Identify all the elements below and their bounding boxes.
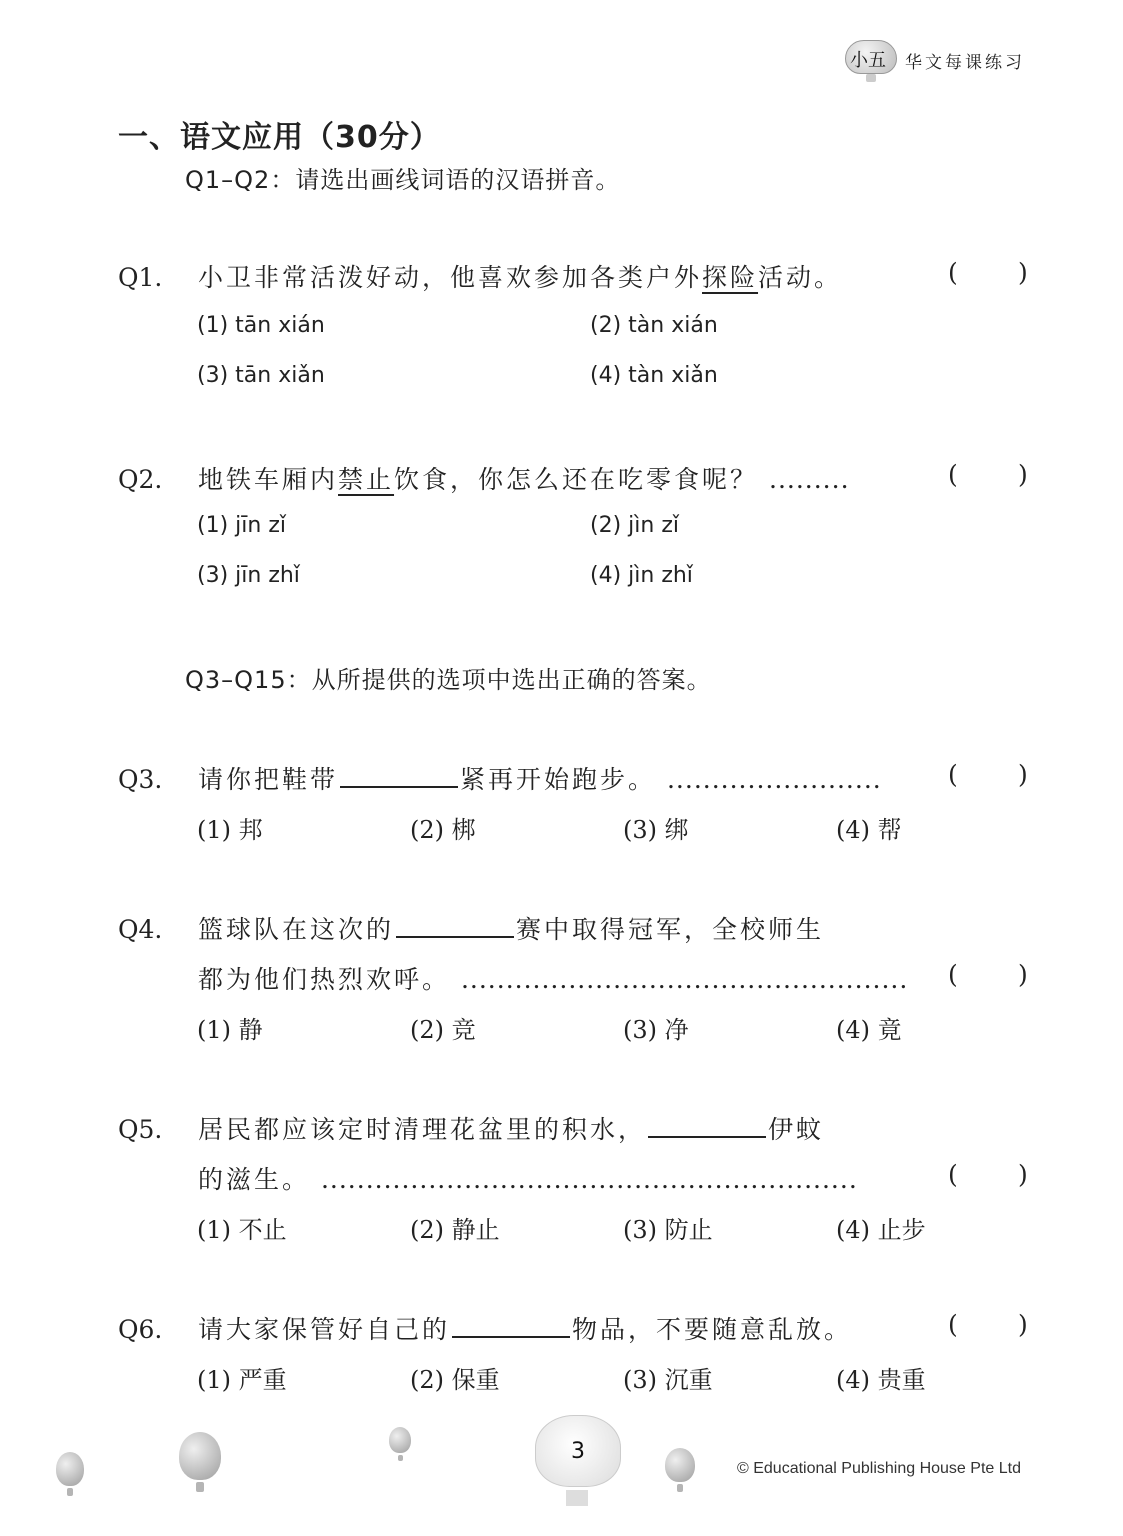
answer-paren-open: ( xyxy=(948,960,958,989)
answer-paren-close: ) xyxy=(1018,258,1028,287)
underlined-word: 禁止 xyxy=(338,465,395,494)
option[interactable]: (2) jìn zǐ xyxy=(590,513,679,538)
option[interactable]: (2) 竞 xyxy=(410,1016,476,1044)
book-title: 华文每课练习 xyxy=(905,52,1025,73)
question-q4-line2: 都为他们热烈欢呼。 .................................................. xyxy=(198,965,909,994)
option[interactable]: (4) tàn xiǎn xyxy=(590,363,718,388)
section-title: 一、语文应用（30分） xyxy=(118,120,441,155)
option[interactable]: (4) 竟 xyxy=(836,1016,902,1044)
question-q3: Q3. 请你把鞋带 紧再开始跑步。 ........................ xyxy=(118,765,882,794)
balloon-icon xyxy=(179,1432,221,1492)
grade-label: 小五 xyxy=(850,50,886,71)
answer-paren-close: ) xyxy=(1018,760,1028,789)
option[interactable]: (1) tān xián xyxy=(197,313,325,338)
option[interactable]: (3) 绑 xyxy=(623,816,689,844)
option[interactable]: (4) 帮 xyxy=(836,816,902,844)
answer-paren-open: ( xyxy=(948,460,958,489)
option[interactable]: (3) 沉重 xyxy=(623,1366,713,1394)
balloon-icon xyxy=(56,1452,84,1496)
instruction-q1-q2: Q1–Q2：请选出画线词语的汉语拼音。 xyxy=(185,166,621,194)
balloon-basket-icon xyxy=(566,1490,588,1506)
question-q2: Q2. 地铁车厢内禁止饮食，你怎么还在吃零食呢？ ......... xyxy=(118,465,850,494)
question-q4: Q4. 篮球队在这次的 赛中取得冠军，全校师生 xyxy=(118,915,825,944)
option[interactable]: (4) 贵重 xyxy=(836,1366,926,1394)
question-q6: Q6. 请大家保管好自己的 物品，不要随意乱放。 xyxy=(118,1315,853,1344)
option[interactable]: (2) 保重 xyxy=(410,1366,500,1394)
option[interactable]: (2) 梆 xyxy=(410,816,476,844)
question-q5-line2: 的滋生。 ............................................................ xyxy=(198,1165,858,1194)
option[interactable]: (3) jīn zhǐ xyxy=(197,563,300,588)
option[interactable]: (3) 防止 xyxy=(623,1216,713,1244)
option[interactable]: (1) 静 xyxy=(197,1016,263,1044)
option[interactable]: (2) tàn xián xyxy=(590,313,718,338)
option[interactable]: (3) tān xiǎn xyxy=(197,363,325,388)
answer-paren-open: ( xyxy=(948,1160,958,1189)
option[interactable]: (4) jìn zhǐ xyxy=(590,563,693,588)
balloon-icon xyxy=(845,38,897,82)
option[interactable]: (1) 严重 xyxy=(197,1366,287,1394)
option[interactable]: (1) 邦 xyxy=(197,816,263,844)
option[interactable]: (3) 净 xyxy=(623,1016,689,1044)
question-q5: Q5. 居民都应该定时清理花盆里的积水， 伊蚊 xyxy=(118,1115,825,1144)
page-header xyxy=(845,38,1025,82)
fill-blank xyxy=(396,914,514,938)
option[interactable]: (1) jīn zǐ xyxy=(197,513,286,538)
fill-blank xyxy=(648,1114,766,1138)
instruction-q3-q15: Q3–Q15：从所提供的选项中选出正确的答案。 xyxy=(185,666,712,694)
answer-paren-close: ) xyxy=(1018,1310,1028,1339)
answer-paren-close: ) xyxy=(1018,460,1028,489)
answer-paren-open: ( xyxy=(948,258,958,287)
answer-paren-open: ( xyxy=(948,1310,958,1339)
option[interactable]: (2) 静止 xyxy=(410,1216,500,1244)
balloon-icon xyxy=(665,1448,695,1492)
copyright-notice: © Educational Publishing House Pte Ltd xyxy=(737,1460,1021,1477)
fill-blank xyxy=(340,764,458,788)
underlined-word: 探险 xyxy=(702,263,759,292)
option[interactable]: (4) 止步 xyxy=(836,1216,926,1244)
answer-paren-open: ( xyxy=(948,760,958,789)
question-q1: Q1. 小卫非常活泼好动，他喜欢参加各类户外探险活动。 xyxy=(118,263,843,292)
balloon-icon xyxy=(389,1427,411,1461)
page-number: 3 xyxy=(535,1415,621,1487)
option[interactable]: (1) 不止 xyxy=(197,1216,287,1244)
fill-blank xyxy=(452,1314,570,1338)
answer-paren-close: ) xyxy=(1018,1160,1028,1189)
answer-paren-close: ) xyxy=(1018,960,1028,989)
